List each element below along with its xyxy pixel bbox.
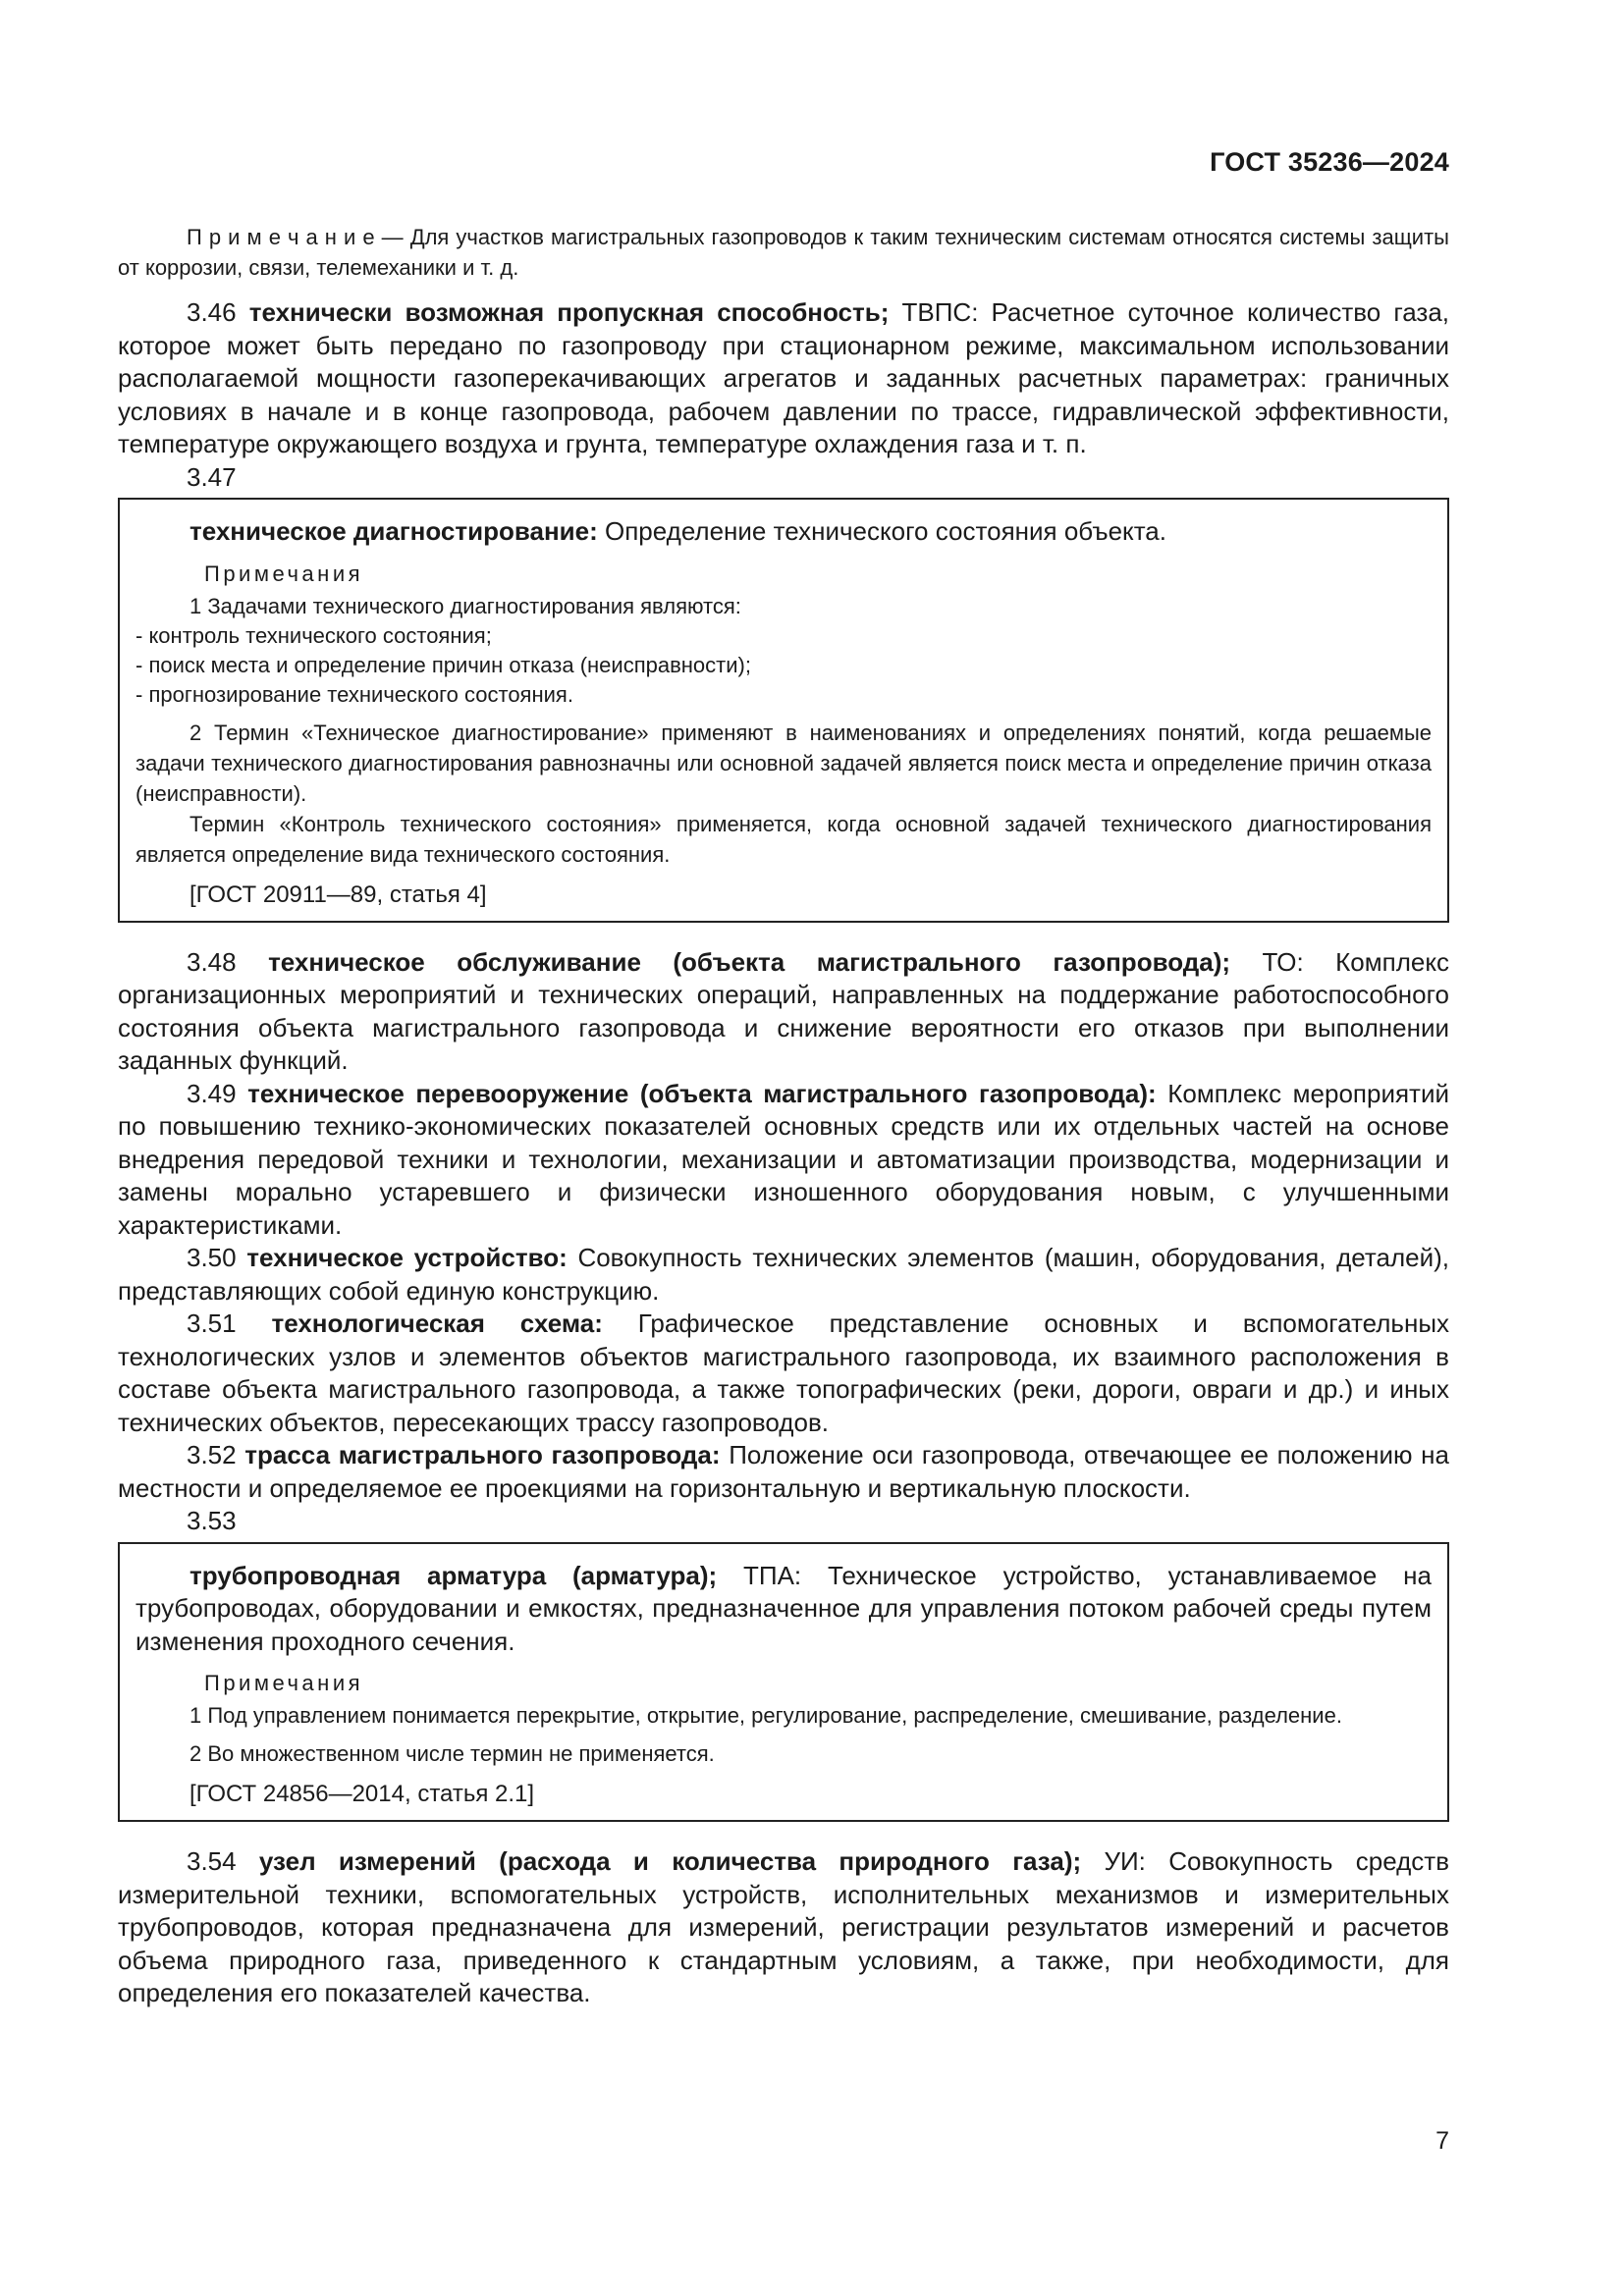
term-number-3-53: 3.53 [187,1506,237,1535]
term-definition: УИ: Совокупность средств измерительной техники, вспомогательных устройств, исполнительных механизмов и измерительных трубопроводов, которая предназначена для измерений, регистрации результатов измерений и расчетов объема природного газа, приведенного к стандартным условиям, а также, при необходимости, для определения его показателей качества. [118,1846,1450,2007]
term-name: технологическая схема: [271,1308,603,1338]
term-number: 3.50 [187,1243,247,1272]
term-name: техническое устройство: [246,1243,568,1272]
note-2: 2 Во множественном числе термин не применяется. [189,1741,715,1766]
term-name: трубопроводная арматура (арматура); [189,1560,718,1590]
term-3-54 [118,1845,1449,2010]
term-definition: Определение технического состояния объекта. [597,516,1166,546]
note-item: - прогнозирование технического состояния. [135,681,573,707]
term-3-52 [118,1439,1449,1505]
term-number: 3.52 [187,1440,245,1469]
term-3-53 [135,1560,1432,1659]
note-2: 2 Термин «Техническое диагностирование» применяют в наименованиях и определениях понятий, когда решаемые задачи технического диагностирования равнозначны или основной задачей является поиск места и определение причин отказа (неисправности). [135,720,1432,806]
note-1: 1 Задачами технического диагностирования являются: [189,593,741,618]
note-3: Термин «Контроль технического состояния» применяется, когда основной задачей технического диагностирования является определение вида технического состояния. [135,811,1432,867]
source-reference: [ГОСТ 20911—89, статья 4] [189,881,487,908]
note-item: - поиск места и определение причин отказа (неисправности); [135,652,751,677]
term-definition: Положение оси газопровода, отвечающее ее положению на местности и определяемое ее проекциями на горизонтальную и вертикальную плоскости. [118,1440,1449,1503]
term-number: 3.48 [187,946,269,977]
term-3-46 [118,296,1449,461]
term-3-50 [118,1242,1449,1308]
term-3-49 [118,1078,1449,1243]
term-name: трасса магистрального газопровода: [244,1440,721,1469]
notes-heading: Примечания [204,1671,364,1695]
note-1: 1 Под управлением понимается перекрытие, открытие, регулирование, распределение, смешивание, разделение. [189,1703,1342,1728]
term-name: узел измерений (расхода и количества природного газа); [258,1846,1082,1876]
term-box-3-47 [118,498,1449,923]
term-definition: ТВПС: Расчетное суточное количество газа, которое может быть передано по газопроводу при стационарном режиме, максимальном использовании располагаемой мощности газоперекачивающих агрегатов и заданных расчетных параметрах: граничных условиях в начале и в конце газопровода, рабочем давлении по трассе, гидравлической эффективности, температуре окружающего воздуха и грунта, температуре охлаждения газа и т. п. [118,297,1450,458]
term-definition: Графическое представление основных и вспомогательных технологических узлов и элементов объектов магистрального газопровода, их взаимного расположения в составе объекта магистрального газопровода, а также топографических (реки, дороги, овраги и др.) и иных технических объектов, пересекающих трассу газопроводов. [118,1308,1449,1437]
term-name: техническое перевооружение (объекта магистрального газопровода): [247,1078,1157,1108]
term-3-47 [135,515,1432,549]
term-name: техническое диагностирование: [189,516,598,546]
term-number: 3.46 [187,297,249,327]
term-definition: Комплекс мероприятий по повышению технико-экономических показателей основных средств или их отдельных частей на основе внедрения передовой техники и технологии, механизации и автоматизации производства, модернизации и замены морально устаревшего и физически изношенного оборудования новым, с улучшенными характеристиками. [118,1078,1449,1240]
term-number: 3.51 [187,1308,272,1338]
term-name: технически возможная пропускная способность; [248,297,890,327]
notes-heading: Примечания [204,561,364,586]
term-definition: Совокупность технических элементов (машин, оборудования, деталей), представляющих собой единую конструкцию. [118,1243,1449,1306]
term-definition: ТО: Комплекс организационных мероприятий и технических операций, направленных на поддержание работоспособного состояния объекта магистрального газопровода и снижение вероятности его отказов при выполнении заданных функций. [118,946,1450,1075]
term-number-3-47: 3.47 [187,461,237,492]
top-note-text: — Для участков магистральных газопроводов к таким техническим системам относятся системы защиты от коррозии, связи, телемеханики и т. д. [118,225,1449,280]
term-number: 3.49 [187,1078,248,1108]
term-name: техническое обслуживание (объекта магистрального газопровода); [268,946,1231,977]
source-reference: [ГОСТ 24856—2014, статья 2.1] [189,1781,535,1807]
page-number: 7 [1435,2127,1449,2155]
top-note-label: П р и м е ч а н и е [187,225,375,249]
term-3-51 [118,1308,1449,1439]
term-number: 3.54 [187,1846,259,1876]
page-content [118,222,1449,2010]
term-box-3-53 [118,1542,1449,1823]
top-note [118,222,1449,283]
note-item: - контроль технического состояния; [135,622,492,648]
term-definition: ТПА: Техническое устройство, устанавливаемое на трубопроводах, оборудовании и емкостях, предназначенное для управления потоком рабочей среды путем изменения проходного сечения. [135,1560,1432,1656]
standard-header: ГОСТ 35236—2024 [1210,147,1449,177]
term-3-48 [118,946,1449,1078]
